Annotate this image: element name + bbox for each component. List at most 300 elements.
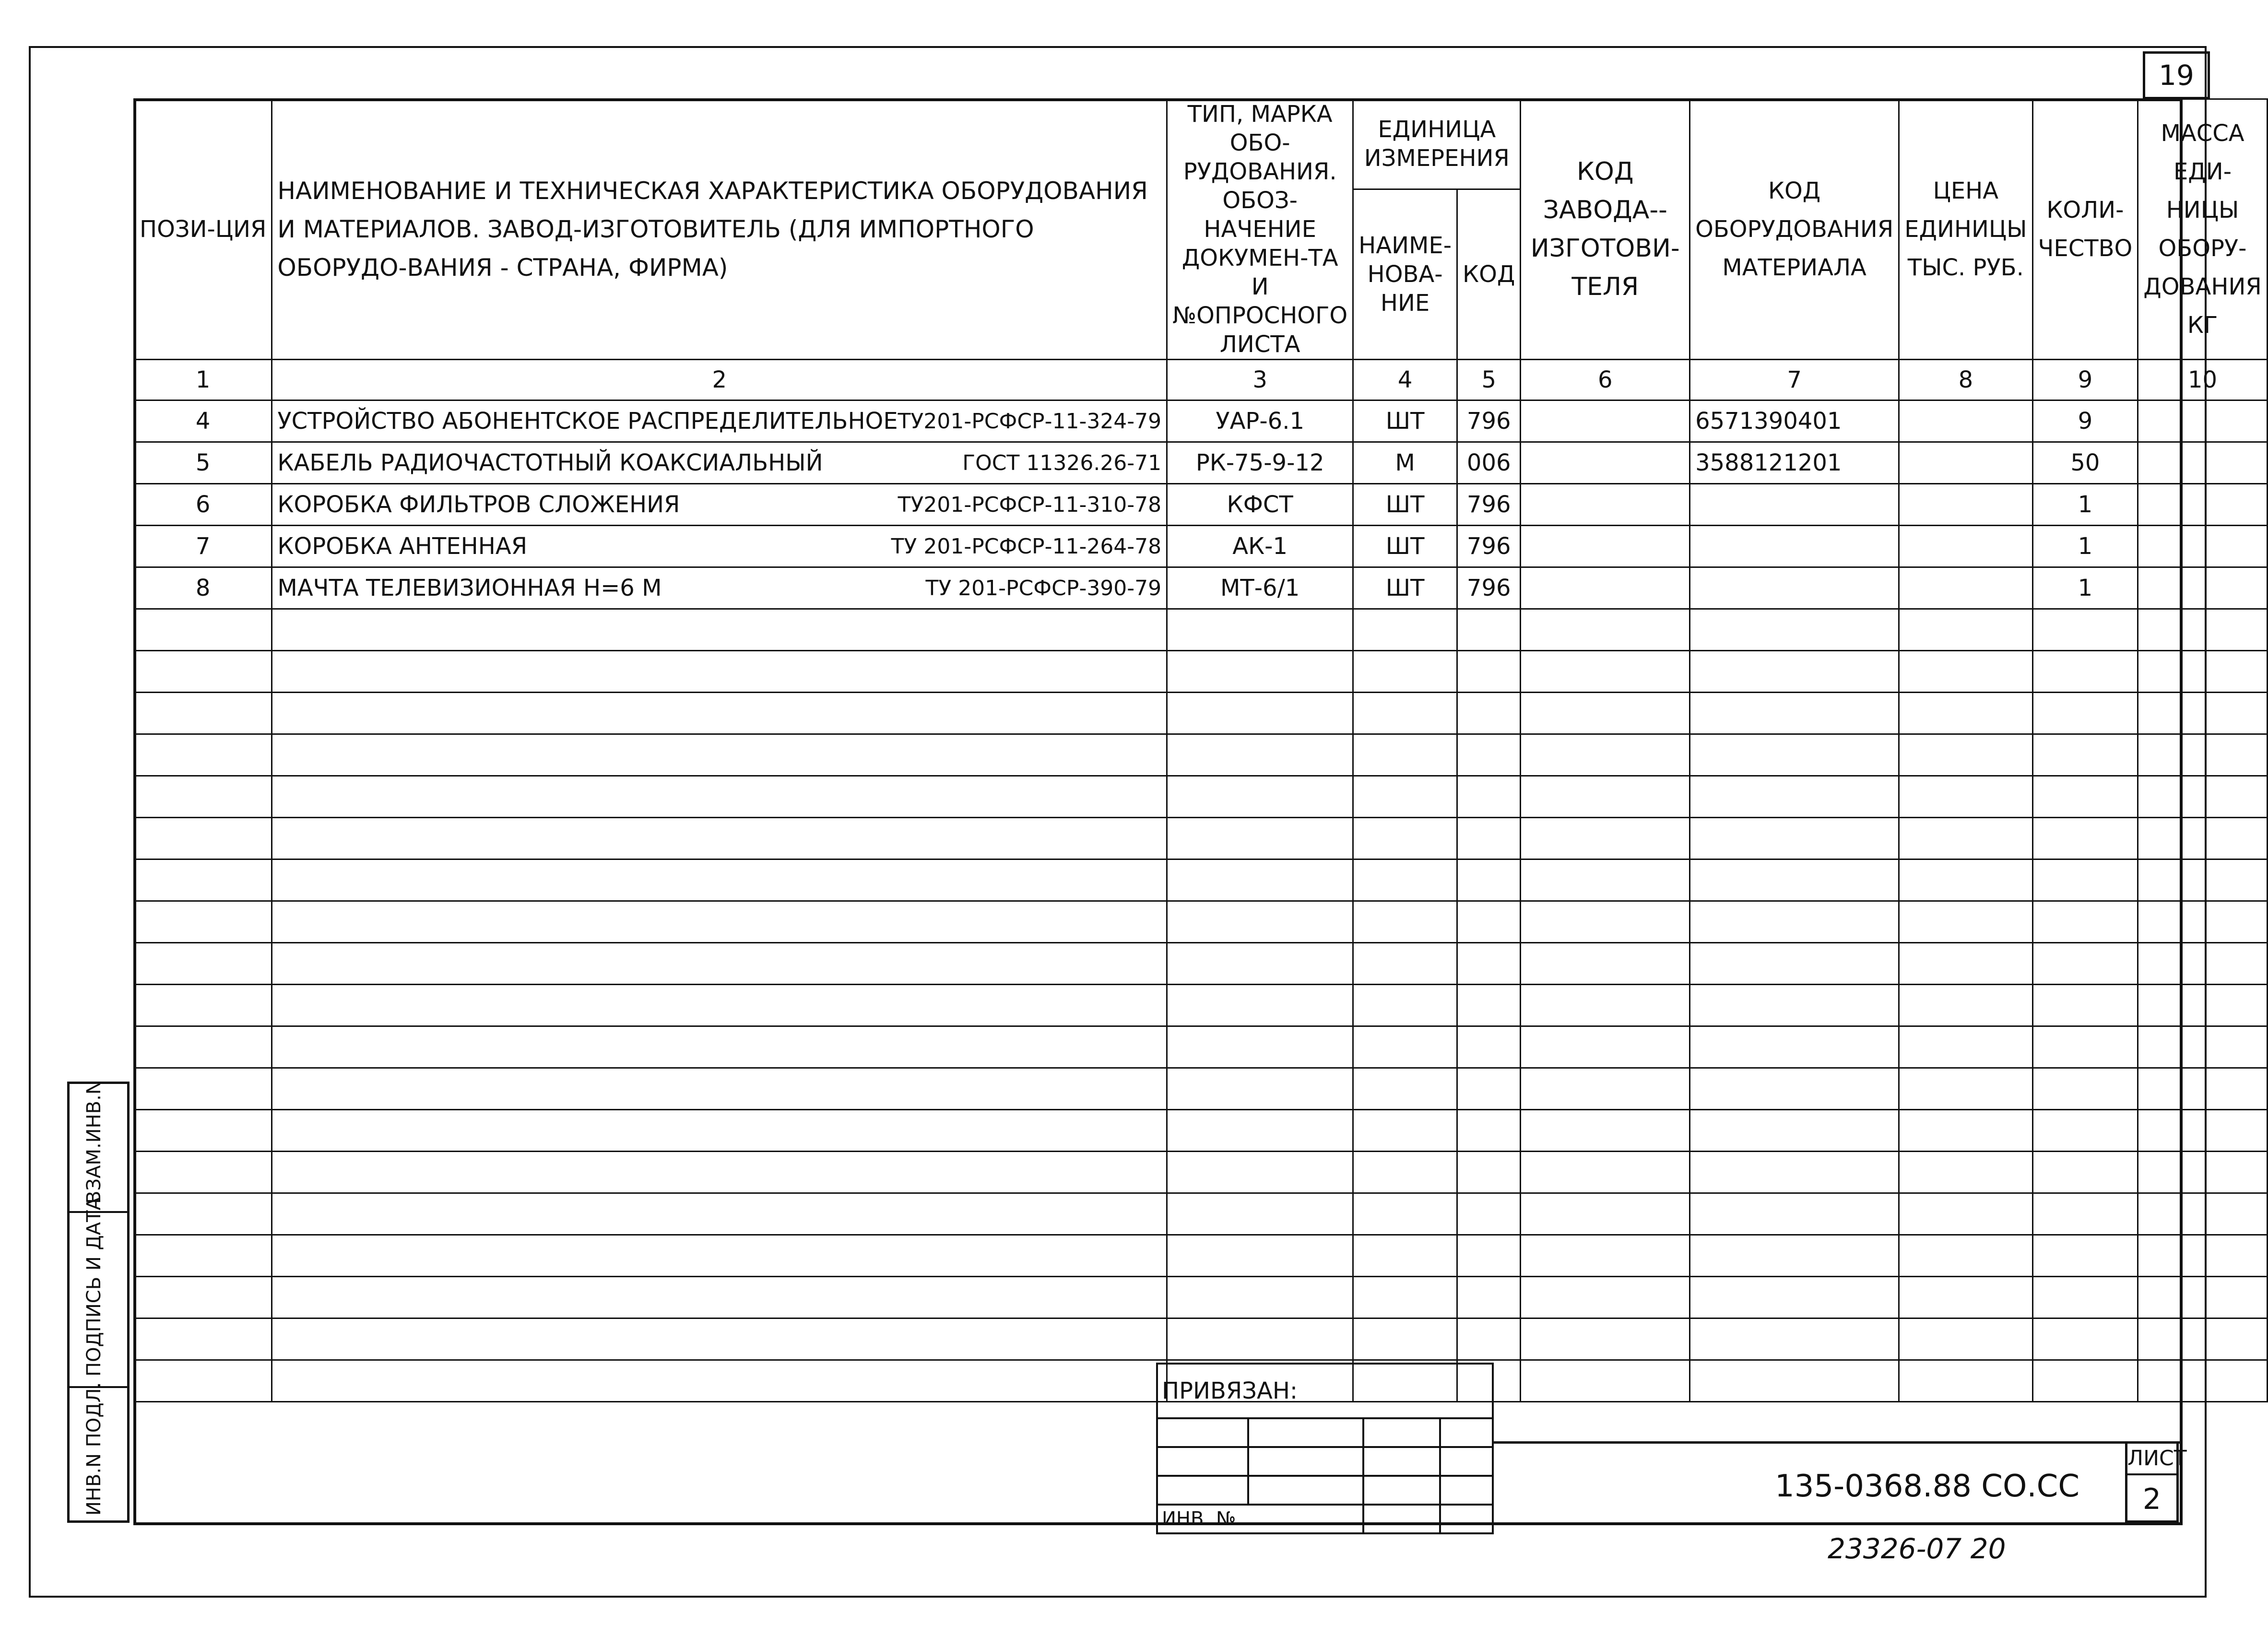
header-unit-name: НАИМЕ-НОВА-НИЕ [1353, 189, 1457, 359]
archive-code: 23326-07 20 [1828, 1532, 2006, 1565]
row-reference: ТУ201-РСФСР-11-310-78 [898, 492, 1162, 517]
blank-cell [1690, 1277, 1899, 1318]
row-unit-code: 796 [1457, 484, 1521, 526]
column-number: 7 [1690, 360, 1899, 400]
binding-label: ПРИВЯЗАН: [1157, 1364, 1493, 1418]
blank-cell [1457, 734, 1521, 776]
blank-row [134, 734, 2268, 776]
blank-cell [272, 1235, 1167, 1277]
blank-cell [2032, 818, 2138, 859]
row-price [1899, 567, 2032, 609]
blank-cell [1457, 1277, 1521, 1318]
blank-row [134, 609, 2268, 651]
row-mass [2138, 484, 2267, 526]
blank-cell [134, 901, 272, 943]
blank-cell [2138, 1152, 2267, 1193]
sheet-label: ЛИСТ [2127, 1444, 2176, 1475]
blank-rows [134, 609, 2268, 1402]
blank-cell [1899, 1026, 2032, 1068]
blank-cell [272, 1360, 1167, 1402]
blank-cell [272, 734, 1167, 776]
title-block-divider [1492, 1441, 2183, 1444]
blank-cell [1899, 1360, 2032, 1402]
blank-cell [1521, 1360, 1690, 1402]
blank-cell [2032, 651, 2138, 693]
blank-cell [1521, 859, 1690, 901]
row-type: КФСТ [1167, 484, 1353, 526]
blank-cell [1167, 651, 1353, 693]
blank-cell [2032, 1068, 2138, 1110]
blank-cell [2138, 1277, 2267, 1318]
blank-cell [2032, 901, 2138, 943]
blank-cell [134, 818, 272, 859]
blank-cell [1690, 1152, 1899, 1193]
stamp-cell [1363, 1476, 1440, 1505]
blank-cell [1690, 1318, 1899, 1360]
blank-cell [1521, 1235, 1690, 1277]
blank-cell [2138, 734, 2267, 776]
blank-cell [1899, 1235, 2032, 1277]
blank-cell [272, 609, 1167, 651]
sheet-value: 2 [2142, 1483, 2162, 1516]
row-unit: ШТ [1353, 484, 1457, 526]
stamp-cell [1363, 1418, 1440, 1447]
row-name-cell [272, 442, 1167, 484]
blank-cell [272, 776, 1167, 818]
row-name: КОРОБКА АНТЕННАЯ [277, 533, 528, 560]
blank-cell [1353, 1277, 1457, 1318]
blank-cell [1521, 1110, 1690, 1152]
stamp-cell [1440, 1447, 1493, 1476]
blank-cell [272, 985, 1167, 1026]
row-name-cell [272, 567, 1167, 609]
blank-cell [1899, 734, 2032, 776]
row-position: 4 [134, 400, 272, 442]
blank-cell [134, 859, 272, 901]
blank-cell [1353, 1318, 1457, 1360]
blank-cell [1690, 859, 1899, 901]
blank-cell [1353, 943, 1457, 985]
column-number: 6 [1521, 360, 1690, 400]
row-unit-code: 796 [1457, 526, 1521, 567]
row-mass [2138, 400, 2267, 442]
row-name-cell [272, 526, 1167, 567]
blank-cell [1899, 985, 2032, 1026]
row-equipment-code: 6571390401 [1690, 400, 1899, 442]
blank-cell [1167, 1277, 1353, 1318]
column-number: 9 [2032, 360, 2138, 400]
blank-cell [1457, 1235, 1521, 1277]
blank-cell [1353, 651, 1457, 693]
blank-cell [1690, 1026, 1899, 1068]
sheet-label-box [2125, 1441, 2187, 1523]
blank-cell [1353, 734, 1457, 776]
blank-cell [2032, 1193, 2138, 1235]
blank-cell [2138, 693, 2267, 734]
blank-cell [1899, 1193, 2032, 1235]
stamp-cell [1248, 1447, 1363, 1476]
blank-cell [1690, 734, 1899, 776]
blank-cell [2032, 1318, 2138, 1360]
blank-cell [1457, 1068, 1521, 1110]
blank-row [134, 985, 2268, 1026]
stamp-cell [1157, 1418, 1248, 1447]
blank-cell [2032, 1360, 2138, 1402]
blank-row [134, 943, 2268, 985]
row-name-cell [272, 484, 1167, 526]
inventory-label: ИНВ. № [1157, 1505, 1363, 1533]
stamp-cell [1248, 1418, 1363, 1447]
blank-cell [1899, 693, 2032, 734]
header-type: ТИП, МАРКА ОБО-РУДОВАНИЯ. ОБОЗ-НАЧЕНИЕ ДОКУМЕН-ТА И №ОПРОСНОГО ЛИСТА [1167, 99, 1353, 360]
blank-cell [1167, 1318, 1353, 1360]
row-equipment-code [1690, 484, 1899, 526]
stamp-cell [1248, 1476, 1363, 1505]
row-unit: ШТ [1353, 526, 1457, 567]
column-number: 8 [1899, 360, 2032, 400]
row-mass [2138, 526, 2267, 567]
row-quantity: 1 [2032, 526, 2138, 567]
blank-cell [272, 818, 1167, 859]
blank-cell [1690, 693, 1899, 734]
blank-row [134, 901, 2268, 943]
row-unit-code: 796 [1457, 567, 1521, 609]
blank-cell [2032, 734, 2138, 776]
blank-cell [2032, 1152, 2138, 1193]
blank-cell [1167, 985, 1353, 1026]
specification-table [133, 98, 2268, 1402]
side-approval-strip [67, 1082, 130, 1523]
column-number: 3 [1167, 360, 1353, 400]
blank-cell [2032, 859, 2138, 901]
blank-cell [2138, 1235, 2267, 1277]
blank-cell [272, 1068, 1167, 1110]
row-price [1899, 484, 2032, 526]
blank-cell [1899, 1068, 2032, 1110]
row-quantity: 9 [2032, 400, 2138, 442]
stamp-cell [1440, 1418, 1493, 1447]
row-factory-code [1521, 442, 1690, 484]
blank-cell [1167, 943, 1353, 985]
blank-cell [1521, 901, 1690, 943]
blank-cell [134, 1026, 272, 1068]
blank-cell [272, 901, 1167, 943]
row-reference: ТУ 201-РСФСР-11-264-78 [891, 534, 1162, 559]
blank-cell [1353, 693, 1457, 734]
blank-cell [1167, 734, 1353, 776]
blank-cell [1899, 1152, 2032, 1193]
blank-cell [272, 943, 1167, 985]
blank-cell [2138, 1110, 2267, 1152]
row-equipment-code [1690, 567, 1899, 609]
header-price: ЦЕНА ЕДИНИЦЫ ТЫС. РУБ. [1899, 99, 2032, 360]
blank-cell [1690, 1110, 1899, 1152]
row-factory-code [1521, 567, 1690, 609]
column-number: 1 [134, 360, 272, 400]
blank-cell [1457, 651, 1521, 693]
blank-cell [2138, 651, 2267, 693]
blank-cell [2032, 1235, 2138, 1277]
blank-cell [1353, 1026, 1457, 1068]
blank-row [134, 776, 2268, 818]
blank-cell [1457, 693, 1521, 734]
blank-cell [1167, 859, 1353, 901]
stamp-cell [1363, 1505, 1440, 1533]
row-unit-code: 006 [1457, 442, 1521, 484]
blank-cell [134, 1360, 272, 1402]
row-type: РК-75-9-12 [1167, 442, 1353, 484]
side-label-signature: ПОДПИСЬ И ДАТА [83, 1197, 105, 1377]
row-type: УАР-6.1 [1167, 400, 1353, 442]
blank-cell [2032, 1026, 2138, 1068]
blank-cell [2032, 985, 2138, 1026]
blank-cell [1353, 1068, 1457, 1110]
row-position: 7 [134, 526, 272, 567]
column-number: 4 [1353, 360, 1457, 400]
blank-cell [1457, 776, 1521, 818]
header-position: ПОЗИ-ЦИЯ [134, 99, 272, 360]
row-mass [2138, 442, 2267, 484]
row-name: УСТРОЙСТВО АБОНЕНТСКОЕ РАСПРЕДЕЛИТЕЛЬНОЕ [277, 408, 898, 435]
blank-cell [1690, 901, 1899, 943]
blank-cell [1521, 1277, 1690, 1318]
blank-row [134, 651, 2268, 693]
stamp-cell [1440, 1505, 1493, 1533]
row-equipment-code [1690, 526, 1899, 567]
blank-cell [2032, 1277, 2138, 1318]
blank-cell [1690, 985, 1899, 1026]
column-number: 10 [2138, 360, 2267, 400]
blank-cell [1167, 1235, 1353, 1277]
blank-row [134, 1026, 2268, 1068]
row-quantity: 50 [2032, 442, 2138, 484]
blank-cell [1521, 985, 1690, 1026]
blank-cell [1899, 1110, 2032, 1152]
blank-cell [1521, 1193, 1690, 1235]
blank-cell [272, 1026, 1167, 1068]
blank-cell [1167, 1026, 1353, 1068]
blank-cell [134, 609, 272, 651]
blank-cell [272, 651, 1167, 693]
blank-cell [1521, 943, 1690, 985]
blank-cell [2138, 776, 2267, 818]
blank-cell [1521, 1152, 1690, 1193]
blank-cell [1353, 901, 1457, 943]
row-price [1899, 442, 2032, 484]
row-mass [2138, 567, 2267, 609]
row-unit: ШТ [1353, 400, 1457, 442]
binding-stamp [1156, 1363, 1494, 1534]
blank-cell [1167, 1068, 1353, 1110]
row-factory-code [1521, 526, 1690, 567]
row-reference: ТУ201-РСФСР-11-324-79 [898, 409, 1162, 434]
blank-cell [134, 943, 272, 985]
blank-row [134, 1318, 2268, 1360]
blank-row [134, 1068, 2268, 1110]
blank-cell [1690, 776, 1899, 818]
blank-row [134, 693, 2268, 734]
table-row [134, 567, 2268, 609]
blank-cell [1457, 985, 1521, 1026]
blank-cell [1690, 1235, 1899, 1277]
blank-cell [1353, 818, 1457, 859]
blank-cell [134, 734, 272, 776]
row-unit: ШТ [1353, 567, 1457, 609]
blank-cell [1521, 651, 1690, 693]
blank-cell [134, 1318, 272, 1360]
blank-cell [1167, 1152, 1353, 1193]
blank-cell [2138, 1360, 2267, 1402]
blank-cell [272, 1193, 1167, 1235]
blank-cell [1167, 609, 1353, 651]
row-quantity: 1 [2032, 484, 2138, 526]
stamp-cell [1440, 1476, 1493, 1505]
blank-cell [1457, 1193, 1521, 1235]
document-code: 135-0368.88 СО.СС [1775, 1469, 2080, 1504]
row-unit: М [1353, 442, 1457, 484]
blank-cell [1521, 693, 1690, 734]
blank-cell [2138, 1026, 2267, 1068]
sheet-number: 19 [2143, 51, 2210, 99]
blank-cell [1457, 609, 1521, 651]
blank-cell [1899, 943, 2032, 985]
blank-cell [272, 1152, 1167, 1193]
blank-cell [1899, 651, 2032, 693]
blank-cell [272, 693, 1167, 734]
row-name: КАБЕЛЬ РАДИОЧАСТОТНЫЙ КОАКСИАЛЬНЫЙ [277, 449, 823, 476]
blank-cell [134, 1193, 272, 1235]
header-unit-group: ЕДИНИЦА ИЗМЕРЕНИЯ [1353, 99, 1521, 189]
blank-cell [2138, 609, 2267, 651]
row-factory-code [1521, 400, 1690, 442]
blank-cell [1899, 818, 2032, 859]
blank-cell [1521, 734, 1690, 776]
blank-cell [2138, 943, 2267, 985]
blank-cell [2138, 859, 2267, 901]
blank-cell [1899, 776, 2032, 818]
blank-cell [134, 776, 272, 818]
table-row [134, 484, 2268, 526]
blank-cell [1167, 818, 1353, 859]
blank-cell [1353, 1235, 1457, 1277]
blank-cell [2138, 1193, 2267, 1235]
column-number: 2 [272, 360, 1167, 400]
blank-cell [1167, 1110, 1353, 1152]
blank-cell [2138, 1318, 2267, 1360]
row-equipment-code: 3588121201 [1690, 442, 1899, 484]
blank-cell [272, 1110, 1167, 1152]
blank-row [134, 1152, 2268, 1193]
header-equipment-code: КОД ОБОРУДОВАНИЯ МАТЕРИАЛА [1690, 99, 1899, 360]
blank-cell [1353, 985, 1457, 1026]
blank-cell [1353, 859, 1457, 901]
stamp-cell [1157, 1476, 1248, 1505]
blank-cell [1457, 1026, 1521, 1068]
blank-cell [1899, 609, 2032, 651]
row-unit-code: 796 [1457, 400, 1521, 442]
blank-cell [1690, 651, 1899, 693]
blank-cell [134, 1110, 272, 1152]
row-position: 5 [134, 442, 272, 484]
header-name: НАИМЕНОВАНИЕ И ТЕХНИЧЕСКАЯ ХАРАКТЕРИСТИКА ОБОРУДОВАНИЯ И МАТЕРИАЛОВ. ЗАВОД-ИЗГОТОВИТЕЛЬ (ДЛЯ ИМПОРТНОГО ОБОРУДО-ВАНИЯ - СТРАНА, ФИРМА) [272, 99, 1167, 360]
blank-cell [1521, 776, 1690, 818]
blank-cell [134, 651, 272, 693]
header-unit-code: КОД [1457, 189, 1521, 359]
blank-cell [1457, 859, 1521, 901]
blank-cell [1353, 609, 1457, 651]
blank-cell [2138, 818, 2267, 859]
blank-cell [2138, 985, 2267, 1026]
table-row [134, 526, 2268, 567]
blank-cell [2032, 609, 2138, 651]
row-price [1899, 526, 2032, 567]
blank-cell [2138, 1068, 2267, 1110]
blank-cell [1353, 1193, 1457, 1235]
blank-cell [1690, 1068, 1899, 1110]
row-type: АК-1 [1167, 526, 1353, 567]
blank-cell [1457, 818, 1521, 859]
blank-cell [1167, 901, 1353, 943]
blank-cell [1899, 1277, 2032, 1318]
header-factory-code: КОД ЗАВОДА--ИЗГОТОВИ-ТЕЛЯ [1521, 99, 1690, 360]
blank-cell [1457, 943, 1521, 985]
blank-cell [1690, 609, 1899, 651]
blank-cell [1521, 609, 1690, 651]
table-row [134, 400, 2268, 442]
side-label-replaces: ВЗАМ.ИНВ.N [83, 1080, 105, 1204]
blank-cell [2032, 1110, 2138, 1152]
blank-cell [272, 1318, 1167, 1360]
stamp-cell [1363, 1447, 1440, 1476]
blank-cell [2032, 693, 2138, 734]
blank-cell [1690, 1193, 1899, 1235]
blank-cell [134, 1152, 272, 1193]
blank-cell [272, 1277, 1167, 1318]
blank-cell [1521, 818, 1690, 859]
blank-cell [1167, 1193, 1353, 1235]
header-quantity: КОЛИ-ЧЕСТВО [2032, 99, 2138, 360]
blank-cell [134, 693, 272, 734]
blank-row [134, 1110, 2268, 1152]
table-header [134, 99, 2268, 189]
blank-cell [134, 1277, 272, 1318]
blank-cell [1457, 1152, 1521, 1193]
blank-cell [1521, 1026, 1690, 1068]
column-number: 5 [1457, 360, 1521, 400]
blank-cell [1457, 1110, 1521, 1152]
blank-cell [2032, 776, 2138, 818]
blank-cell [272, 859, 1167, 901]
blank-row [134, 1235, 2268, 1277]
row-name-cell [272, 400, 1167, 442]
row-name: КОРОБКА ФИЛЬТРОВ СЛОЖЕНИЯ [277, 491, 680, 518]
row-price [1899, 400, 2032, 442]
blank-cell [134, 985, 272, 1026]
row-position: 6 [134, 484, 272, 526]
row-reference: ГОСТ 11326.26-71 [962, 450, 1162, 475]
blank-cell [2032, 943, 2138, 985]
blank-cell [1457, 1318, 1521, 1360]
blank-cell [134, 1068, 272, 1110]
blank-cell [1521, 1068, 1690, 1110]
blank-cell [1167, 693, 1353, 734]
blank-row [134, 859, 2268, 901]
blank-cell [1457, 901, 1521, 943]
blank-cell [1167, 776, 1353, 818]
side-label-inventory: ИНВ.N ПОДЛ. [83, 1382, 105, 1516]
blank-cell [1899, 859, 2032, 901]
column-numbers-row [134, 360, 2268, 400]
